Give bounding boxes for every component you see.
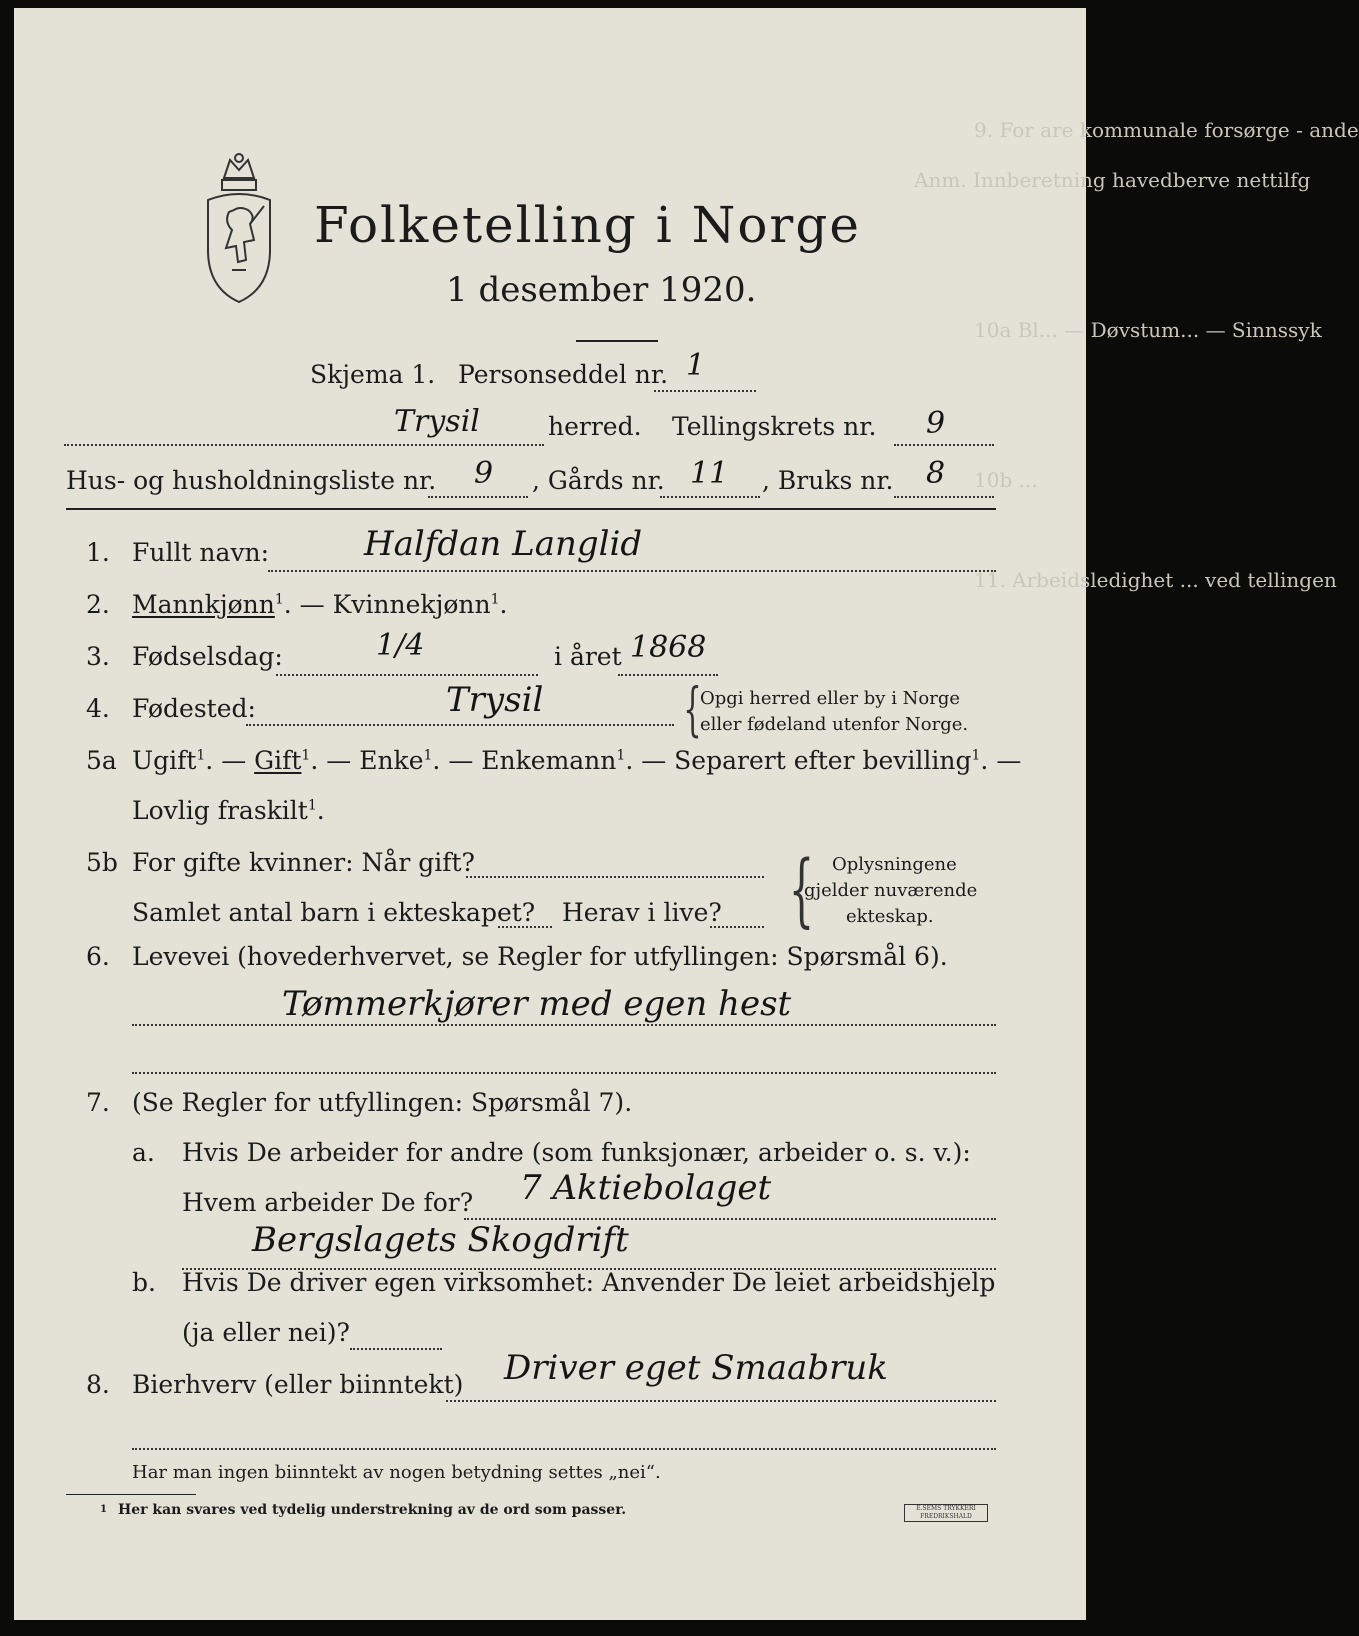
q6-label: Levevei (hovederhvervet, se Regler for utfyllingen: Spørsmål 6). bbox=[132, 942, 948, 971]
occupation-field[interactable] bbox=[132, 1024, 996, 1026]
footnote-mark: 1 bbox=[100, 1504, 107, 1515]
bruks-field[interactable] bbox=[894, 496, 994, 498]
q5b-children-label: Samlet antal barn i ekteskapet? bbox=[132, 898, 536, 927]
census-form: 9. For are kommunale forsørge - ande Anm. Innberetning havedberve nettilfg 10a Bl... — Døvstum... — Sinnssyk 10b ... 11. Arbeidsledighet ... ved tellingen Folketelling i Norge 1 desember 1920. Skjema 1. Personseddel nr. 1 Trysil herred. Tellingskrets nr. 9 Hus- og husholdningsliste nr. 9 , Gårds nr. 11 , Bruks nr. 8 1. Fullt navn: Halfdan Langlid 2. Mannkjønn$^1$. — Kvinnekjønn$^1$. 3. Fødselsdag: 1/4 i året 1868 4. Fødested: Trysil { Opgi herred eller by i Norge eller fødeland utenfor Norge. 5a Ugift$^1$. — Gift$^1$. — Enke$^1$. — Enkemann$^1$. — Separert efter bevilling$^1$. — Lovlig fraskilt$^1$. 5b For gifte kvinner: Når gift? Samlet antal barn i ekteskapet? Herav i live? { Oplysningene gjelder nuværende ekteskap. 6. Levevei (hovederhvervet, se Regler for utfyllingen: Spørsmål 6). Tømmerkjører med egen hest 7. (Se Regler for utfyllingen: Spørsmål 7). a. Hvis De arbeider for andre (som funksjonær, arbeider o. s. v.): Hvem arbeider De for? 7 Aktiebolaget Bergslagets Skogdrift b. Hvis De driver egen virksomhet: Anvender De leiet arbeidshjelp (ja eller nei)? 8. Bierhverv (eller biinntekt) Driver eget Smaabruk Har man ingen biinntekt av nogen betydning settes „nei“. 1 Her kan svares ved tydelig understrekning av de ord som passer. E.SEMS TRYKKERI FREDRIKSHALD bbox=[14, 8, 1086, 1620]
birth-year-value: 1868 bbox=[630, 630, 707, 665]
birthplace-value: Trysil bbox=[446, 680, 544, 720]
q1-number: 1. bbox=[86, 538, 110, 567]
side-income-field[interactable] bbox=[446, 1400, 996, 1402]
q7-number: 7. bbox=[86, 1088, 110, 1117]
birthplace-field[interactable] bbox=[246, 724, 674, 726]
q4-label: Fødested: bbox=[132, 694, 256, 723]
q7-label: (Se Regler for utfyllingen: Spørsmål 7). bbox=[132, 1088, 633, 1117]
children-alive-field[interactable] bbox=[710, 926, 764, 928]
q5a-number: 5a bbox=[86, 746, 117, 775]
personseddel-label: Personseddel nr. bbox=[458, 360, 669, 389]
occupation-field-2[interactable] bbox=[132, 1072, 996, 1074]
tellingskrets-field[interactable] bbox=[894, 444, 994, 446]
q7b-text: Hvis De driver egen virksomhet: Anvender De leiet arbeidshjelp bbox=[182, 1268, 996, 1297]
husliste-value: 9 bbox=[474, 456, 494, 491]
footer-note: Har man ingen biinntekt av nogen betydning settes „nei“. bbox=[132, 1462, 661, 1483]
employer-value-2: Bergslagets Skogdrift bbox=[252, 1220, 629, 1260]
gards-value: 11 bbox=[690, 456, 729, 491]
marital-status-options: Ugift$^1$. — Gift$^1$. — Enke$^1$. — Enkemann$^1$. — Separert efter bevilling$^1$. — bbox=[132, 746, 1022, 775]
section-divider bbox=[66, 508, 996, 510]
sex-options: Mannkjønn$^1$. — Kvinnekjønn$^1$. bbox=[132, 590, 508, 619]
personseddel-field[interactable] bbox=[654, 390, 756, 392]
bruks-label: , Bruks nr. bbox=[762, 466, 894, 495]
birthplace-note-2: eller fødeland utenfor Norge. bbox=[700, 714, 969, 735]
form-date: 1 desember 1920. bbox=[446, 270, 757, 310]
q5b-alive-label: Herav i live? bbox=[562, 898, 722, 927]
side-income-value: Driver eget Smaabruk bbox=[504, 1348, 888, 1388]
gards-field[interactable] bbox=[660, 496, 760, 498]
q7b-letter: b. bbox=[132, 1268, 156, 1297]
bruks-value: 8 bbox=[926, 456, 946, 491]
occupation-value: Tømmerkjører med egen hest bbox=[282, 984, 792, 1024]
q8-number: 8. bbox=[86, 1370, 110, 1399]
husliste-field[interactable] bbox=[428, 496, 528, 498]
bleed-through-text: 11. Arbeidsledighet ... ved tellingen bbox=[974, 568, 1337, 592]
personseddel-value: 1 bbox=[686, 348, 706, 383]
birthday-field[interactable] bbox=[276, 674, 538, 676]
option-enkemann[interactable]: Enkemann bbox=[481, 746, 617, 775]
birthplace-note-1: Opgi herred eller by i Norge bbox=[700, 688, 961, 709]
q5b-note-2: gjelder nuværende bbox=[804, 880, 978, 901]
children-count-field[interactable] bbox=[498, 926, 552, 928]
option-fraskilt[interactable]: Lovlig fraskilt bbox=[132, 796, 308, 825]
birthday-value: 1/4 bbox=[376, 628, 425, 663]
q8-label: Bierhverv (eller biinntekt) bbox=[132, 1370, 464, 1399]
husliste-label: Hus- og husholdningsliste nr. bbox=[66, 466, 437, 495]
skjema-label: Skjema 1. bbox=[310, 360, 436, 389]
q4-number: 4. bbox=[86, 694, 110, 723]
tellingskrets-value: 9 bbox=[926, 406, 946, 441]
option-male[interactable]: Mannkjønn bbox=[132, 590, 275, 619]
title-divider bbox=[576, 340, 658, 342]
gards-label: , Gårds nr. bbox=[532, 466, 665, 495]
footnote-divider bbox=[66, 1494, 196, 1495]
q7a-letter: a. bbox=[132, 1138, 155, 1167]
herred-value: Trysil bbox=[394, 404, 480, 439]
birth-year-field[interactable] bbox=[618, 674, 718, 676]
q5b-note-3: ekteskap. bbox=[846, 906, 934, 927]
bleed-through-text: Anm. Innberetning havedberve nettilfg bbox=[914, 168, 1311, 192]
herred-field[interactable] bbox=[64, 444, 544, 446]
q5b-note-1: Oplysningene bbox=[832, 854, 957, 875]
q3-label: Fødselsdag: bbox=[132, 642, 283, 671]
tellingskrets-label: Tellingskrets nr. bbox=[672, 412, 877, 441]
hired-help-field[interactable] bbox=[350, 1348, 442, 1350]
option-fraskilt-row: Lovlig fraskilt$^1$. bbox=[132, 796, 325, 825]
form-title: Folketelling i Norge bbox=[314, 196, 861, 254]
side-income-field-2[interactable] bbox=[132, 1448, 996, 1450]
year-label: i året bbox=[554, 642, 622, 671]
q7a-text: Hvis De arbeider for andre (som funksjonær, arbeider o. s. v.): bbox=[182, 1138, 971, 1167]
q5b-number: 5b bbox=[86, 848, 118, 877]
option-ugift[interactable]: Ugift bbox=[132, 746, 197, 775]
norway-coat-of-arms-icon bbox=[194, 150, 284, 308]
employer-value-1: 7 Aktiebolaget bbox=[520, 1168, 772, 1208]
q5b-line1: For gifte kvinner: Når gift? bbox=[132, 848, 475, 877]
footnote-text: Her kan svares ved tydelig understrekning av de ord som passer. bbox=[118, 1502, 627, 1518]
bleed-through-text: 10a Bl... — Døvstum... — Sinnssyk bbox=[974, 318, 1322, 342]
full-name-field[interactable] bbox=[268, 570, 996, 572]
married-when-field[interactable] bbox=[466, 876, 764, 878]
option-gift[interactable]: Gift bbox=[254, 746, 302, 775]
option-separert[interactable]: Separert efter bevilling bbox=[674, 746, 972, 775]
printer-mark: E.SEMS TRYKKERI FREDRIKSHALD bbox=[904, 1504, 988, 1522]
option-enke[interactable]: Enke bbox=[359, 746, 424, 775]
herred-label: herred. bbox=[548, 412, 642, 441]
option-female[interactable]: Kvinnekjønn bbox=[332, 590, 491, 619]
bleed-through-text: 9. For are kommunale forsørge - ande bbox=[974, 118, 1359, 142]
q7b-question: (ja eller nei)? bbox=[182, 1318, 350, 1347]
q1-label: Fullt navn: bbox=[132, 538, 270, 567]
full-name-value: Halfdan Langlid bbox=[364, 524, 643, 564]
q7a-question: Hvem arbeider De for? bbox=[182, 1188, 474, 1217]
q6-number: 6. bbox=[86, 942, 110, 971]
q2-number: 2. bbox=[86, 590, 110, 619]
q3-number: 3. bbox=[86, 642, 110, 671]
bleed-through-text: 10b ... bbox=[974, 468, 1038, 492]
